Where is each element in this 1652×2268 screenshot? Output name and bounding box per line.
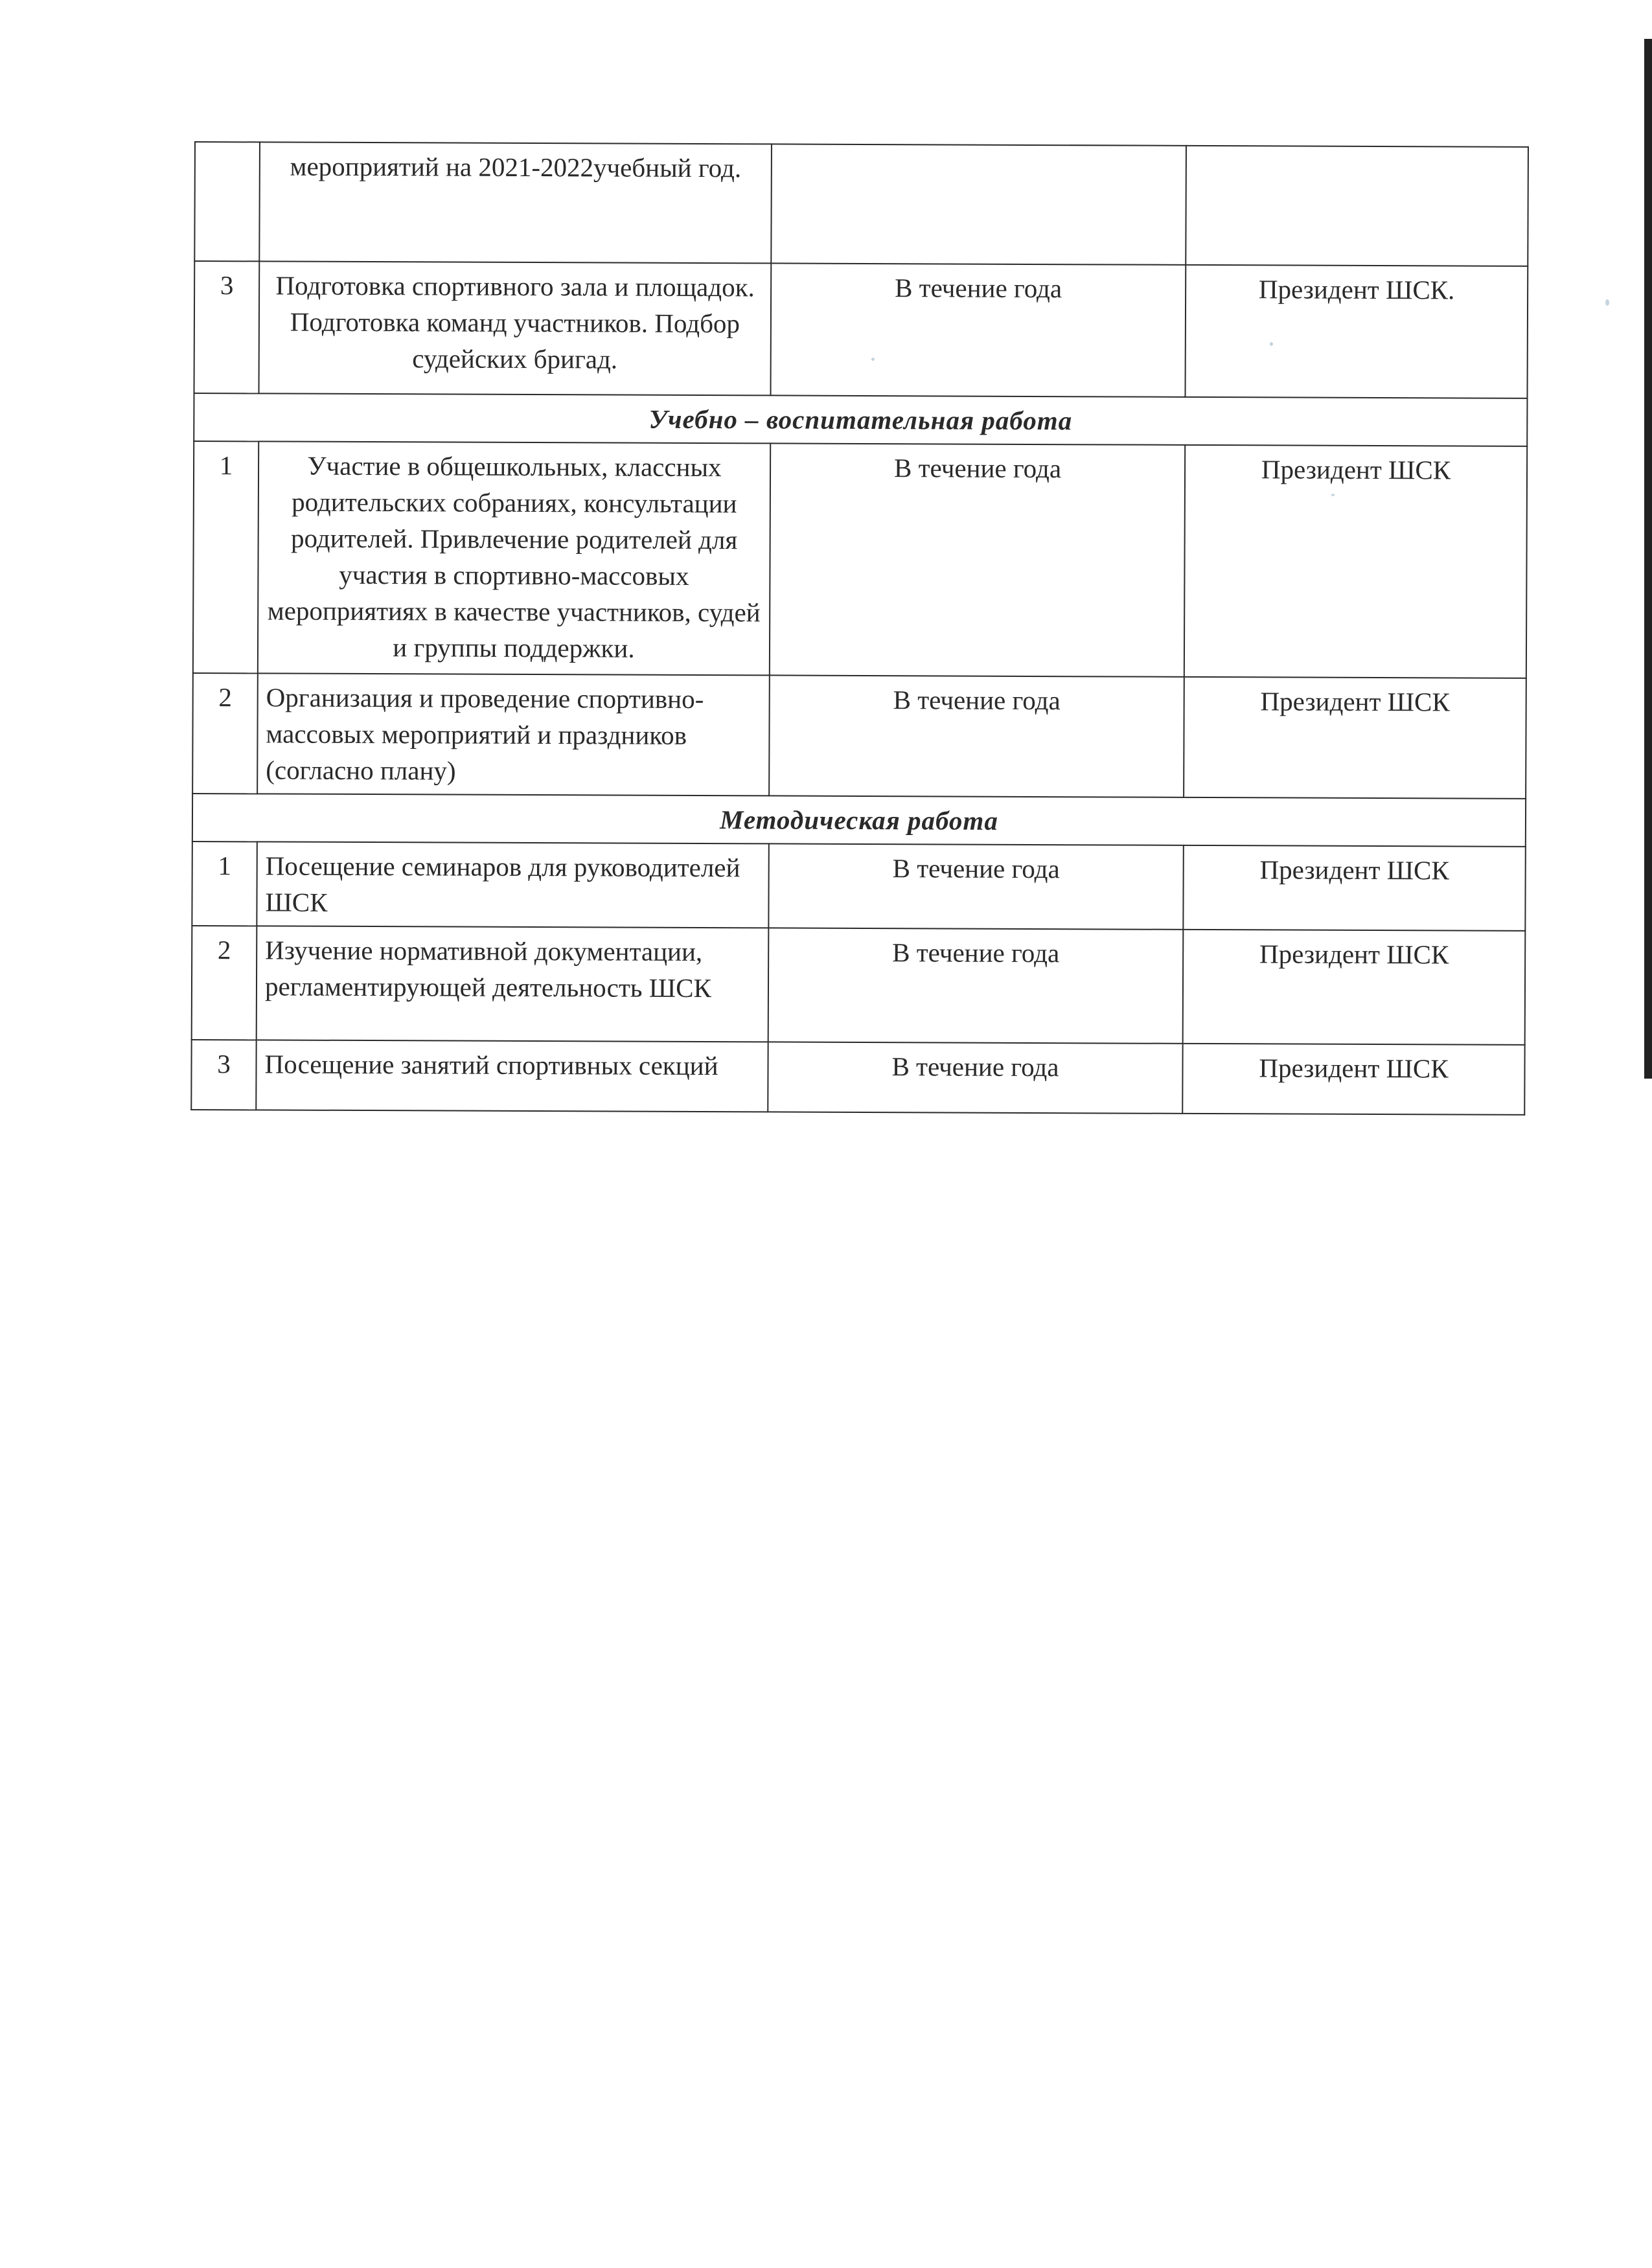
term-cell: В течение года [768, 1042, 1182, 1113]
term-cell [771, 144, 1186, 264]
activity-cell: Участие в общешкольных, классных родительских собраниях, консультации родителей. Привлечение родителей для участия в спортивно-массовых мероприятиях в качестве участников, судей и группы поддержки. [258, 441, 770, 675]
scan-page-edge [1644, 39, 1652, 1079]
table-row [192, 926, 1526, 1045]
table-row [193, 441, 1527, 678]
table-row [192, 842, 1525, 931]
responsible-cell: Президент ШСК. [1185, 265, 1528, 398]
term-cell: В течение года [770, 443, 1185, 676]
responsible-cell: Президент ШСК [1184, 445, 1527, 678]
table-row [192, 673, 1526, 799]
section-row-educational [194, 393, 1527, 446]
activity-cell: Организация и проведение спортивно-массовых мероприятий и праздников (согласно плану) [257, 673, 770, 796]
term-cell: В течение года [770, 263, 1186, 396]
activity-cell: Посещение семинаров для руководителей ШСК [257, 842, 768, 928]
activity-cell: Подготовка спортивного зала и площадок. Подготовка команд участников. Подбор судейских бригад. [259, 261, 772, 395]
responsible-cell [1186, 146, 1528, 266]
section-heading-educational: Учебно – воспитательная работа [194, 393, 1527, 446]
responsible-cell: Президент ШСК [1182, 1044, 1524, 1115]
activity-plan-table [190, 141, 1529, 1116]
row-number [194, 142, 260, 261]
activity-cell: мероприятий на 2021-2022учебный год. [259, 142, 772, 263]
row-number: 3 [191, 1040, 256, 1110]
term-cell: В течение года [768, 843, 1183, 929]
activity-cell: Изучение нормативной документации, регламентирующей деятельность ШСК [257, 926, 769, 1042]
responsible-cell: Президент ШСК [1184, 677, 1526, 799]
table-row [191, 1040, 1524, 1115]
row-number: 1 [192, 842, 257, 926]
table-row [194, 142, 1528, 266]
scan-speck [1605, 299, 1609, 306]
row-number: 1 [193, 441, 258, 673]
term-cell: В течение года [768, 928, 1184, 1043]
row-number: 2 [192, 926, 257, 1040]
section-heading-methodical: Методическая работа [192, 794, 1526, 847]
responsible-cell: Президент ШСК [1183, 845, 1525, 931]
row-number: 2 [192, 673, 258, 794]
term-cell: В течение года [769, 675, 1184, 797]
table-row [194, 261, 1528, 398]
activity-cell: Посещение занятий спортивных секций [256, 1040, 768, 1112]
section-row-methodical [192, 794, 1526, 847]
responsible-cell: Президент ШСК [1183, 930, 1526, 1045]
row-number: 3 [194, 261, 260, 393]
